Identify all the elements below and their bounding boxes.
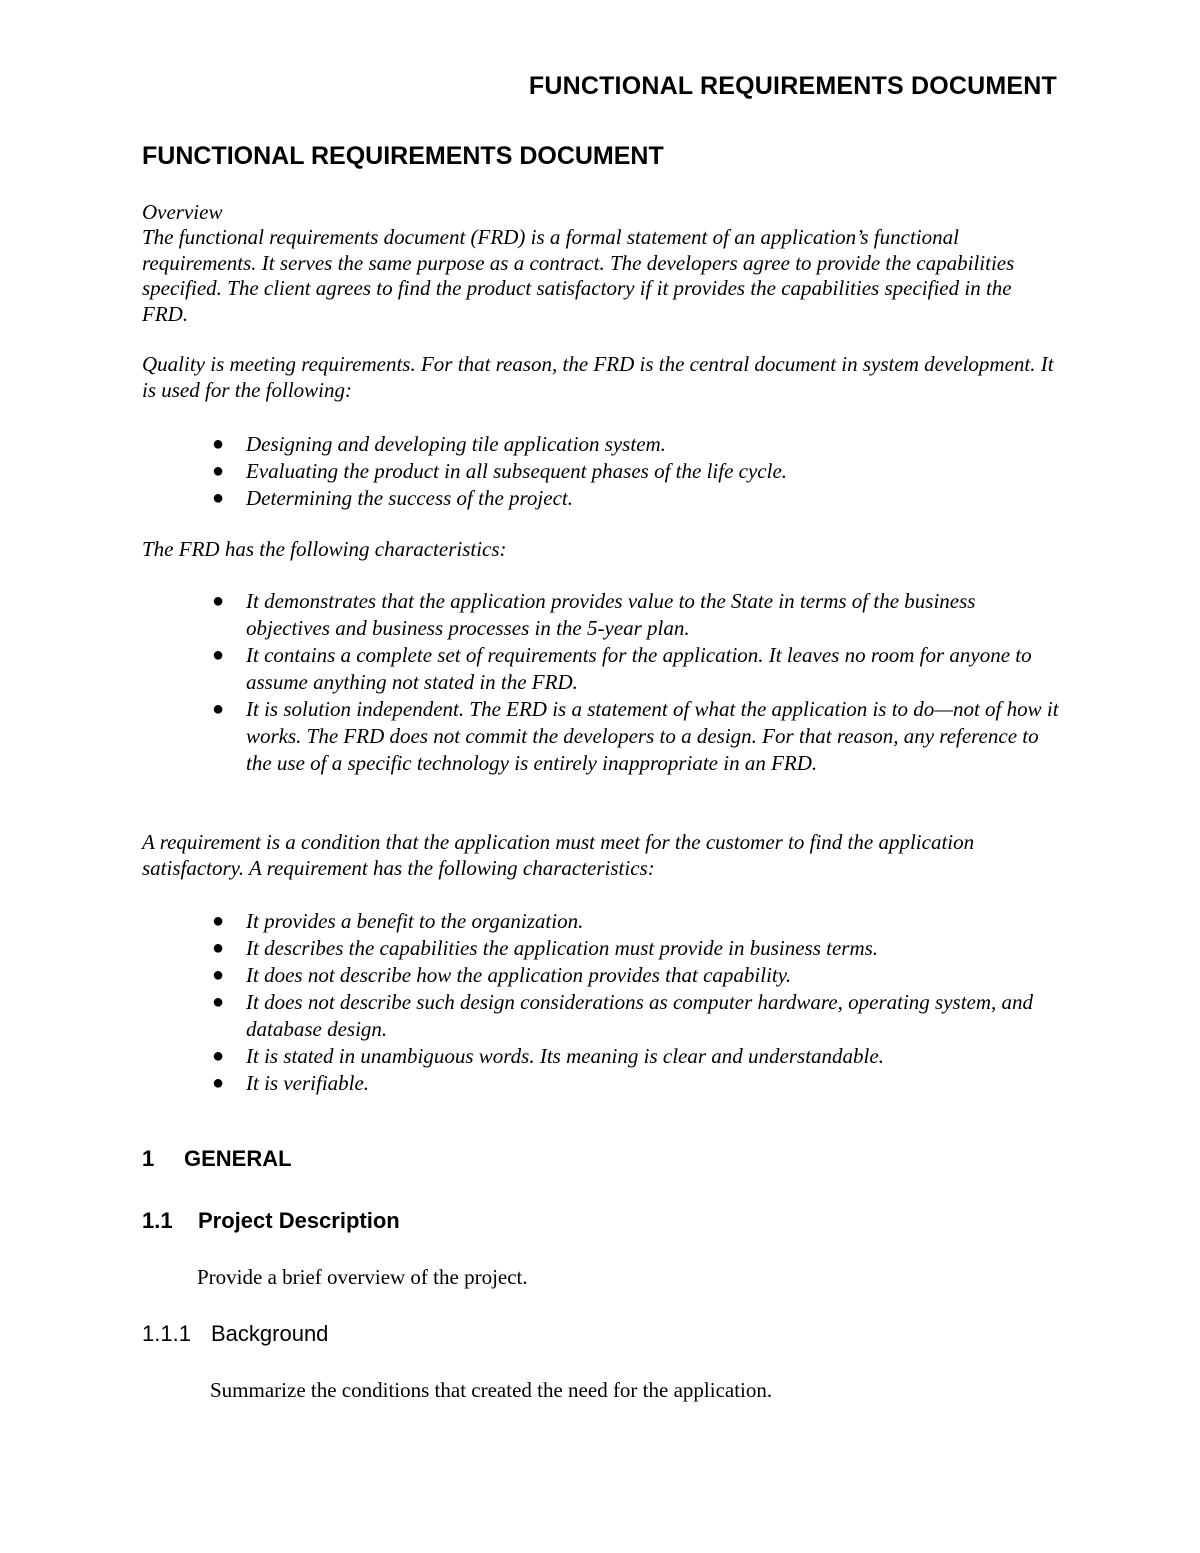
list-item: ● It is stated in unambiguous words. Its meaning is clear and understandable. xyxy=(212,1044,884,1068)
section-heading-project-description xyxy=(142,1208,400,1234)
requirement-traits-list xyxy=(142,908,1062,1097)
bullet-icon: ● xyxy=(212,460,225,482)
bullet-icon: ● xyxy=(212,1072,225,1094)
section-heading-general xyxy=(142,1146,292,1172)
section-number: 1.1 xyxy=(142,1208,173,1233)
project-description-body: Provide a brief overview of the project. xyxy=(197,1265,528,1289)
list-item: ● It does not describe such design considerations as computer hardware, operating system, and database design. xyxy=(212,990,1034,1041)
requirement-paragraph: A requirement is a condition that the application must meet for the customer to find the application satisfactory. A requirement has the following characteristics: xyxy=(142,830,975,880)
bullet-icon: ● xyxy=(212,590,225,612)
bullet-icon: ● xyxy=(212,433,225,455)
bullet-icon: ● xyxy=(212,964,225,986)
bullet-icon: ● xyxy=(212,1045,225,1067)
list-item: ● Designing and developing tile application system. xyxy=(212,432,666,456)
bullet-icon: ● xyxy=(212,644,225,666)
document-title: FUNCTIONAL REQUIREMENTS DOCUMENT xyxy=(142,142,664,170)
quality-paragraph: Quality is meeting requirements. For that reason, the FRD is the central document in system development. It is used for the following: xyxy=(142,352,1054,402)
characteristics-list xyxy=(142,588,1062,777)
bullet-icon: ● xyxy=(212,698,225,720)
overview-label: Overview xyxy=(142,200,223,224)
list-item: ● It contains a complete set of requirements for the application. It leaves no room for anyone to assume anything not stated in the FRD. xyxy=(212,643,1032,694)
bullet-icon: ● xyxy=(212,487,225,509)
list-item: ● Determining the success of the project. xyxy=(212,486,573,510)
list-item: ● It provides a benefit to the organization. xyxy=(212,909,584,933)
running-header: FUNCTIONAL REQUIREMENTS DOCUMENT xyxy=(528,72,1057,100)
characteristics-paragraph: The FRD has the following characteristics: xyxy=(142,537,507,561)
list-item: ● Evaluating the product in all subsequent phases of the life cycle. xyxy=(212,459,788,483)
list-item: ● It demonstrates that the application provides value to the State in terms of the business objectives and business processes in the 5-year plan. xyxy=(212,589,976,640)
uses-list xyxy=(142,431,1062,512)
section-title: Background xyxy=(211,1321,329,1346)
list-item: ● It is verifiable. xyxy=(212,1071,370,1095)
section-title: Project Description xyxy=(198,1208,400,1233)
frd-definition-paragraph: The functional requirements document (FRD) is a formal statement of an application’s functional requirements. It serves the same purpose as a contract. The developers agree to provide the capabilities specified. The client agrees to find the product satisfactory if it provides the capabilities specified in the FRD. xyxy=(142,225,1015,326)
section-title: GENERAL xyxy=(184,1146,292,1171)
bullet-icon: ● xyxy=(212,937,225,959)
section-heading-background xyxy=(142,1321,328,1347)
list-item: ● It describes the capabilities the application must provide in business terms. xyxy=(212,936,879,960)
section-number: 1 xyxy=(142,1146,155,1171)
section-number: 1.1.1 xyxy=(142,1321,191,1346)
background-body: Summarize the conditions that created the need for the application. xyxy=(210,1378,773,1402)
list-item: ● It does not describe how the application provides that capability. xyxy=(212,963,792,987)
bullet-icon: ● xyxy=(212,910,225,932)
bullet-icon: ● xyxy=(212,991,225,1013)
list-item: ● It is solution independent. The ERD is a statement of what the application is to do—not of how it works. The FRD does not commit the developers to a design. For that reason, any reference to the use of a specific technology is entirely inappropriate in an FRD. xyxy=(212,697,1059,775)
